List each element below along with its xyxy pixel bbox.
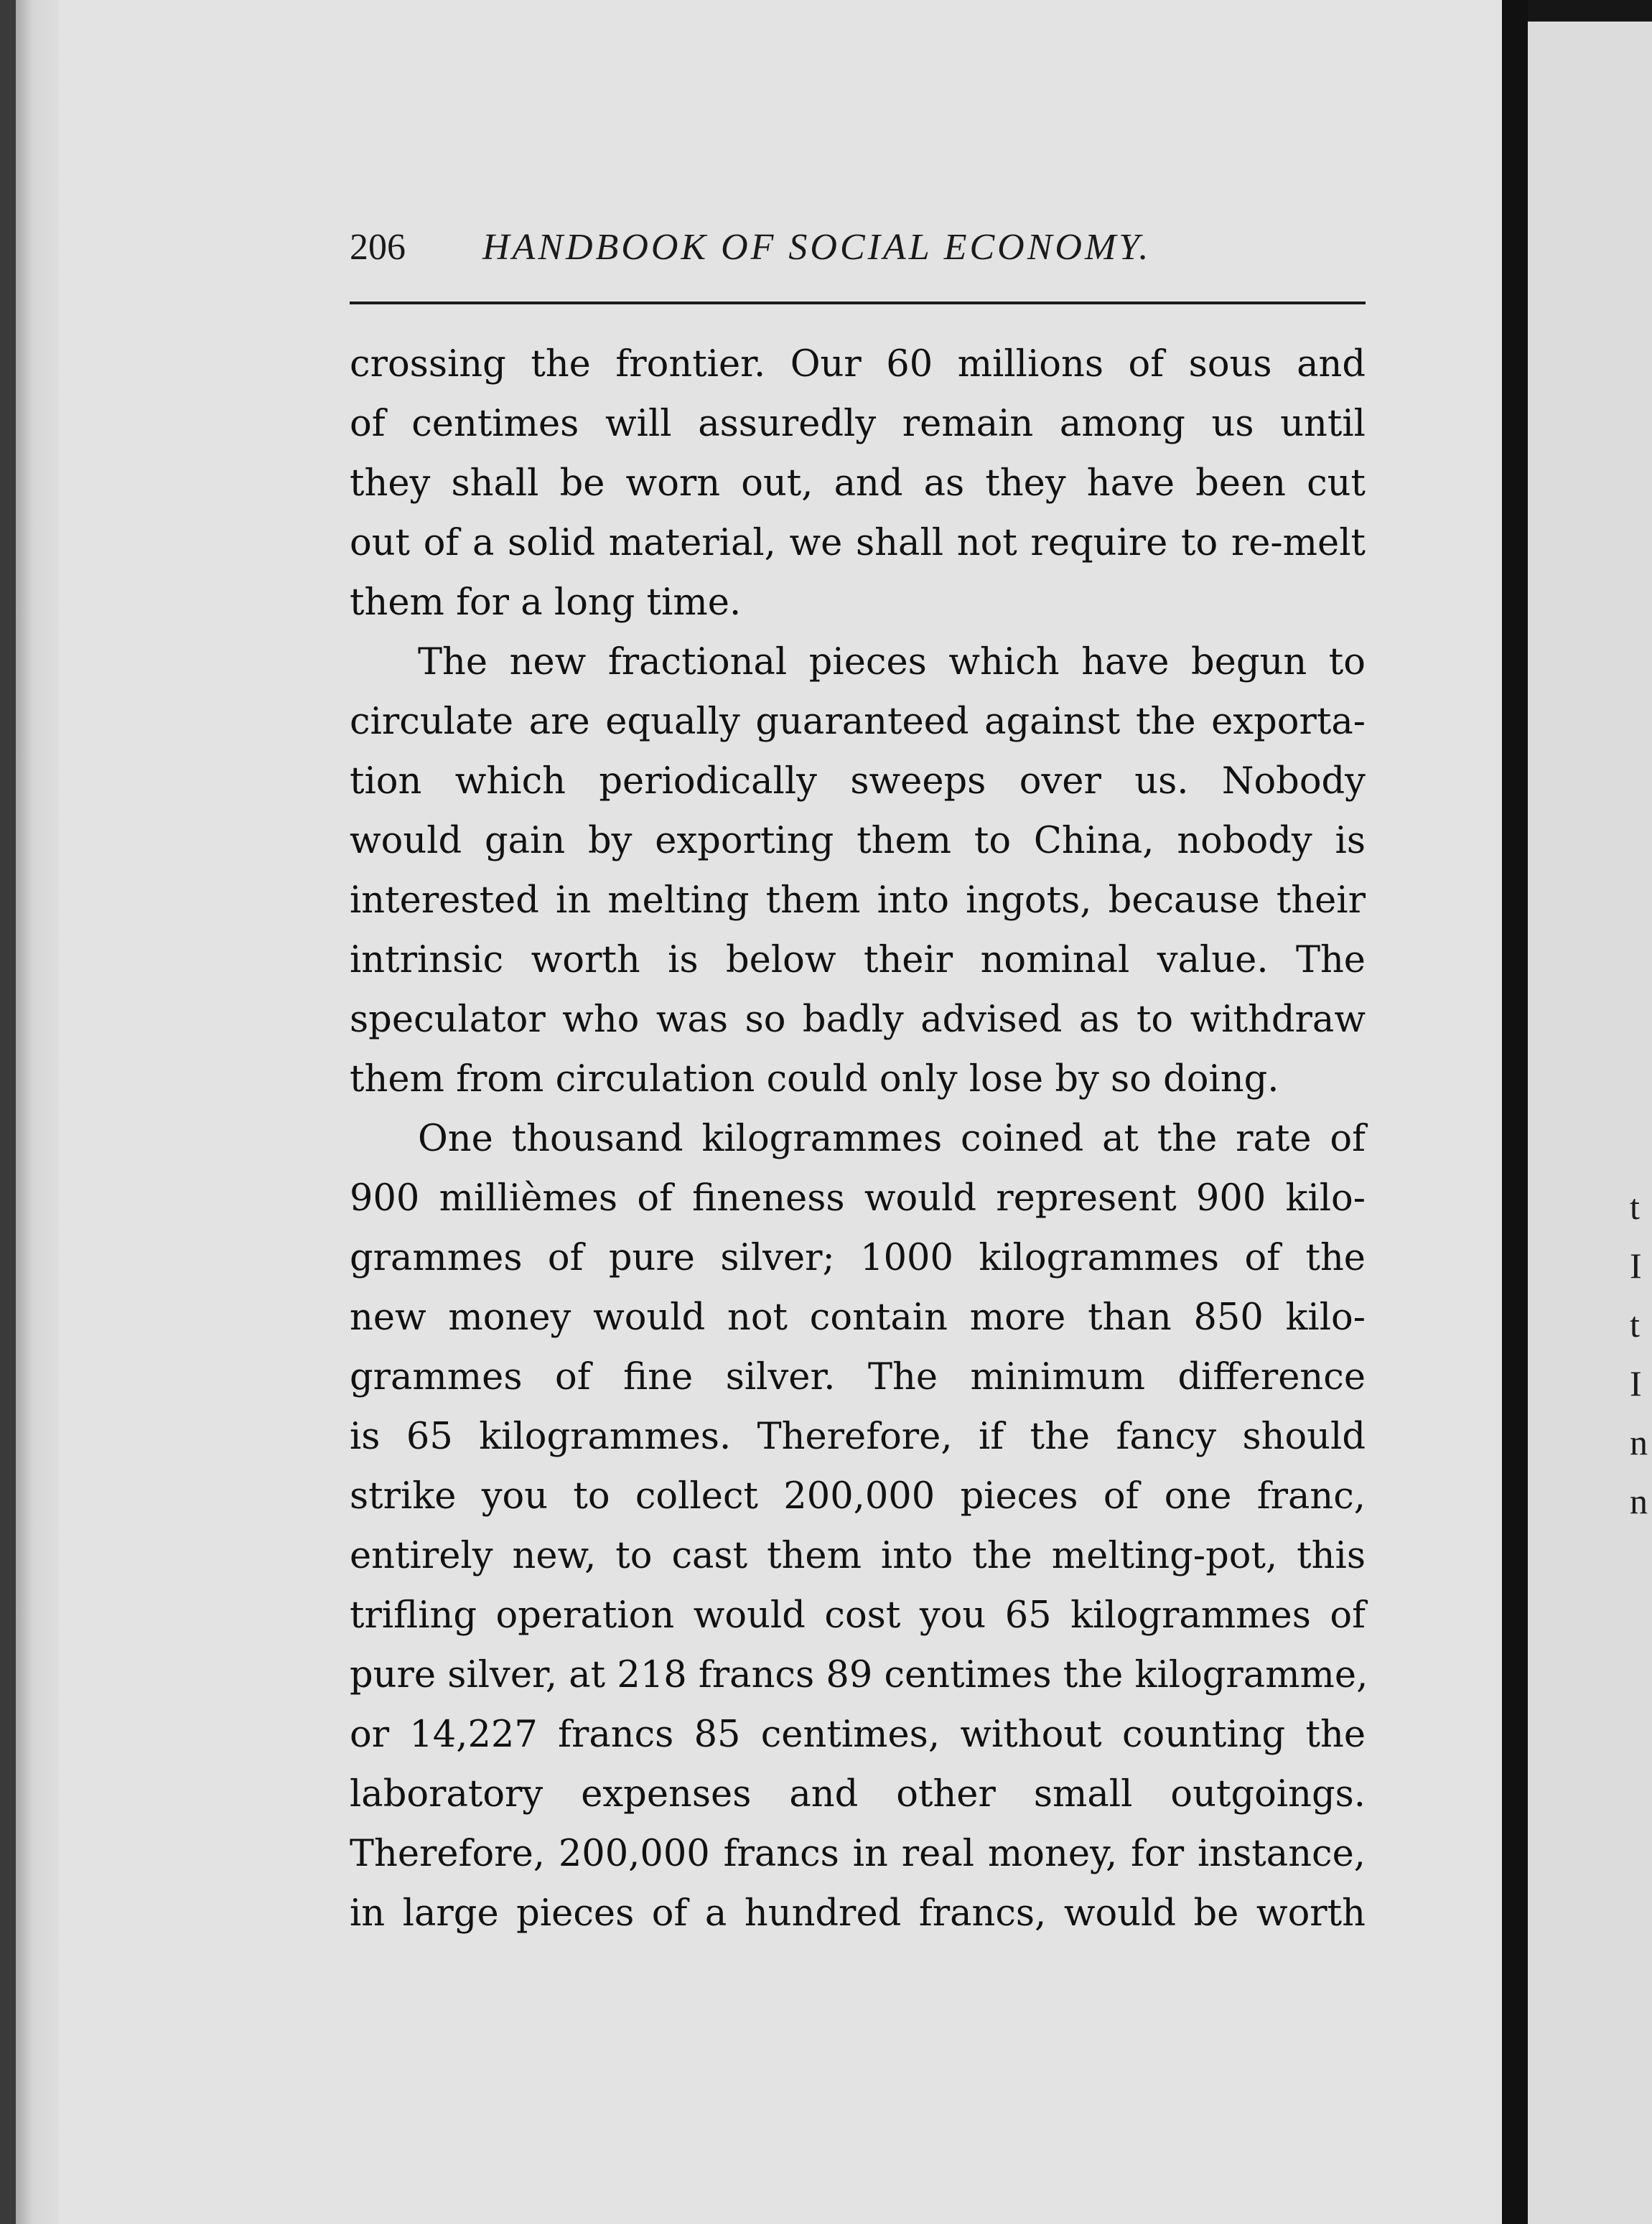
text-line: trifling operation would cost you 65 kilogrammes of xyxy=(350,1594,1366,1637)
text-line: or 14,227 francs 85 centimes, without counting the xyxy=(350,1714,1366,1756)
facing-page-letter: I xyxy=(1630,1363,1642,1403)
book-gutter xyxy=(1502,0,1528,2224)
text-line: One thousand kilogrammes coined at the rate of xyxy=(418,1118,1366,1160)
text-line: in large pieces of a hundred francs, would be worth xyxy=(350,1892,1366,1935)
text-line: interested in melting them into ingots, because their xyxy=(350,879,1366,922)
text-line: tion which periodically sweeps over us. Nobody xyxy=(350,760,1366,803)
text-line: grammes of fine silver. The minimum difference xyxy=(350,1356,1366,1398)
text-line: Therefore, 200,000 francs in real money, for instance, xyxy=(350,1833,1366,1875)
header-rule xyxy=(350,302,1366,304)
running-title: HANDBOOK OF SOCIAL ECONOMY. xyxy=(482,227,1152,268)
text-line: intrinsic worth is below their nominal value. The xyxy=(350,939,1366,981)
text-line: pure silver, at 218 francs 89 centimes the kilogramme, xyxy=(350,1654,1368,1696)
facing-page-letter: t xyxy=(1630,1187,1640,1227)
facing-page-letter: I xyxy=(1630,1246,1642,1286)
text-line: laboratory expenses and other small outgoings. xyxy=(350,1773,1366,1816)
facing-page-fragments xyxy=(1630,1177,1652,1531)
text-line: circulate are equally guaranteed against the exporta- xyxy=(350,701,1366,743)
facing-page-letter: n xyxy=(1630,1481,1648,1521)
text-line: The new fractional pieces which have begun to xyxy=(418,641,1366,683)
text-line: them for a long time. xyxy=(350,581,742,624)
text-line: out of a solid material, we shall not require to re-melt xyxy=(350,522,1366,564)
text-line: they shall be worn out, and as they have been cut xyxy=(350,462,1366,505)
facing-page-letter: t xyxy=(1630,1304,1640,1345)
text-line: strike you to collect 200,000 pieces of one franc, xyxy=(350,1475,1366,1518)
text-line: is 65 kilogrammes. Therefore, if the fancy should xyxy=(350,1416,1366,1458)
text-line: new money would not contain more than 850 kilo- xyxy=(350,1296,1366,1339)
text-line: grammes of pure silver; 1000 kilogrammes of the xyxy=(350,1237,1366,1279)
text-line: entirely new, to cast them into the melting-pot, this xyxy=(350,1535,1366,1577)
facing-page-shadow xyxy=(1528,0,1652,22)
body-text xyxy=(350,335,1366,1943)
text-line: speculator who was so badly advised as to withdraw xyxy=(350,999,1366,1041)
text-line: them from circulation could only lose by so doing. xyxy=(350,1058,1279,1101)
text-line: would gain by exporting them to China, nobody is xyxy=(350,820,1366,862)
page-edge-shadow xyxy=(16,0,59,2224)
page-number: 206 xyxy=(350,227,406,268)
text-line: 900 millièmes of fineness would represent 900 kilo- xyxy=(350,1177,1366,1220)
facing-page-letter: n xyxy=(1630,1422,1648,1462)
scan-left-edge xyxy=(0,0,16,2224)
page-header xyxy=(350,219,1366,276)
text-line: of centimes will assuredly remain among us until xyxy=(350,403,1366,445)
text-line: crossing the frontier. Our 60 millions of sous and xyxy=(350,343,1366,386)
facing-page xyxy=(1528,0,1652,2224)
